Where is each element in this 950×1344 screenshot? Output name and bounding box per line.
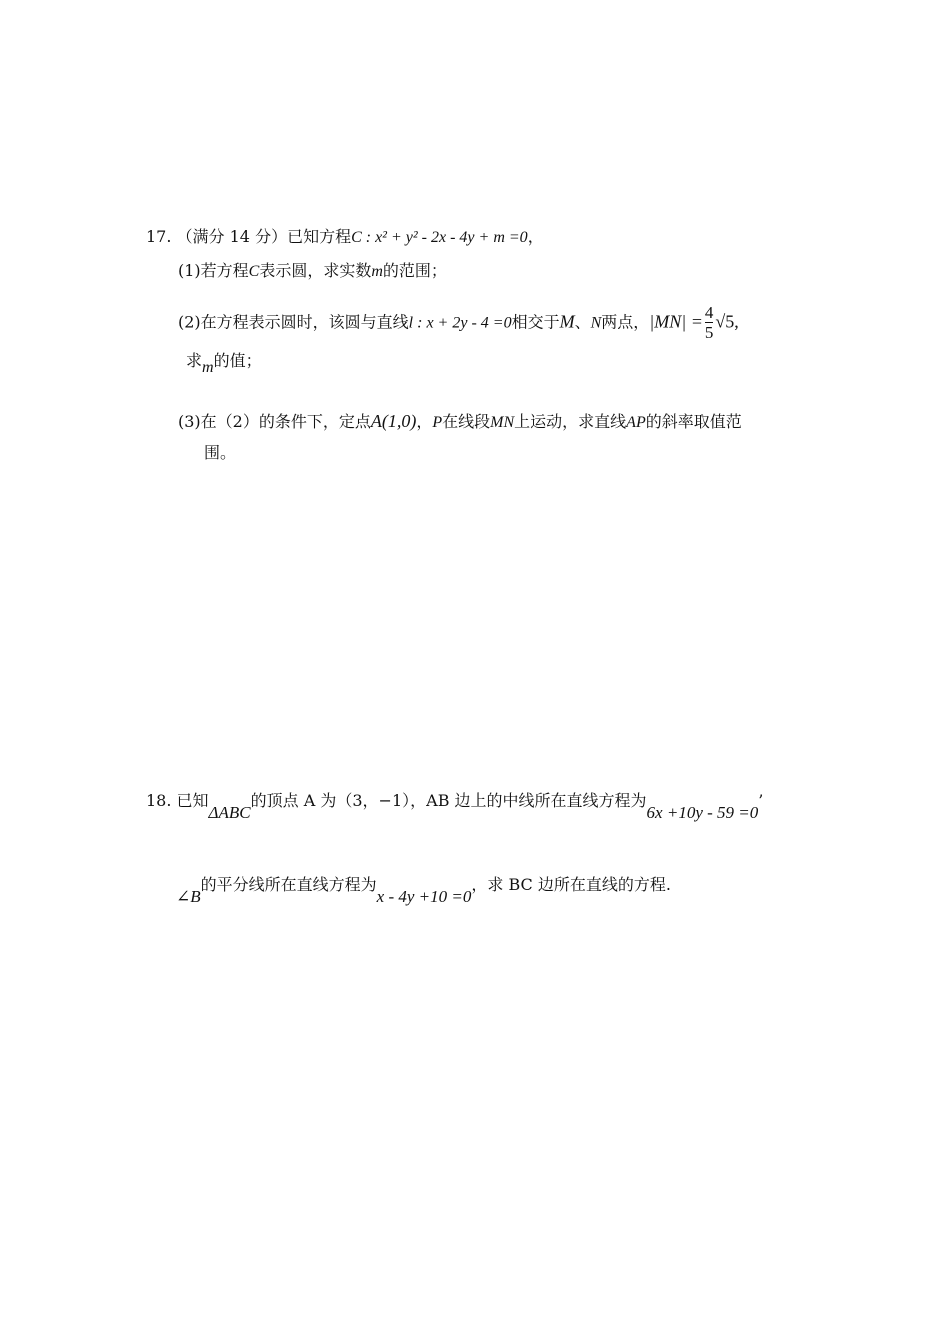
q17-line-1 <box>146 226 544 249</box>
q17-head: 17. （满分 14 分）已知方程 <box>146 227 352 246</box>
q17-p3-MN: MN <box>490 414 515 431</box>
q18-head: 18. 已知 <box>146 791 209 810</box>
q17-p1-start: (1)若方程 <box>178 261 249 280</box>
q17-equation: C : x² + y² - 2x - 4y + m =0 <box>351 229 528 246</box>
q17-p1-c: C <box>248 263 260 280</box>
q17-p3-AP: AP <box>626 414 646 431</box>
q18-end: ，求 BC 边所在直线的方程. <box>471 875 671 894</box>
q17-p1-end: 的范围； <box>382 261 447 280</box>
q18-angle: ∠B <box>176 887 201 906</box>
q18-triangle: ΔABC <box>208 803 251 822</box>
q17-p2-num: 4 <box>704 303 714 322</box>
q17-p2-root: √5, <box>715 311 739 332</box>
q17-p1-mid: 表示圆，求实数 <box>259 261 372 280</box>
q17-p3-end: 的斜率取值范 <box>645 412 742 431</box>
q17-p3-mid2: 上运动，求直线 <box>514 412 627 431</box>
q17-p2-N: N <box>590 314 602 332</box>
q18-mid: 的顶点 A 为（3，−1），AB 边上的中线所在直线方程为 <box>250 791 647 810</box>
q17-part3 <box>178 410 742 434</box>
q17-p2-fraction <box>705 304 714 342</box>
q17-p3-start: (3)在（2）的条件下，定点 <box>178 412 371 431</box>
q17-p3-comma: ， <box>416 412 433 431</box>
q17-part2 <box>178 304 739 342</box>
q17-p3-P: P <box>432 414 443 431</box>
q17-p3-A: A(1,0) <box>370 411 417 431</box>
q17-p2b-m: m <box>202 359 214 376</box>
q17-p2-two: 两点， <box>601 312 650 332</box>
q17-p2-line: l : x + 2y - 4 =0 <box>408 314 512 332</box>
q17-head-end: ， <box>527 227 544 246</box>
q18-eq1-end: ’ <box>758 791 764 810</box>
q18-mid2: 的平分线所在直线方程为 <box>200 875 377 894</box>
q17-p2b-start: 求 <box>186 351 203 370</box>
q17-p2-mid: 相交于 <box>511 312 560 332</box>
q17-part3b <box>204 442 236 464</box>
q17-p2b-end: 的值； <box>213 351 262 370</box>
q18-line-2 <box>176 874 671 906</box>
q18-line-1 <box>146 790 764 822</box>
q17-p2-M: M <box>559 311 575 332</box>
q17-part2b <box>186 350 262 376</box>
q17-p1-m: m <box>371 263 383 280</box>
q17-part1 <box>178 260 447 283</box>
q17-p3b: 围。 <box>204 443 237 462</box>
q18-eq1: 6x +10y - 59 =0 <box>646 803 759 822</box>
q17-p2-start: (2)在方程表示圆时，该圆与直线 <box>178 312 409 332</box>
q17-p2-sep: 、 <box>574 312 591 332</box>
q17-p2-den: 5 <box>704 323 714 342</box>
q18-eq2: x - 4y +10 =0 <box>376 887 472 906</box>
q17-p2-abs: |MN| = <box>649 311 703 332</box>
q17-p3-mid: 在线段 <box>442 412 491 431</box>
